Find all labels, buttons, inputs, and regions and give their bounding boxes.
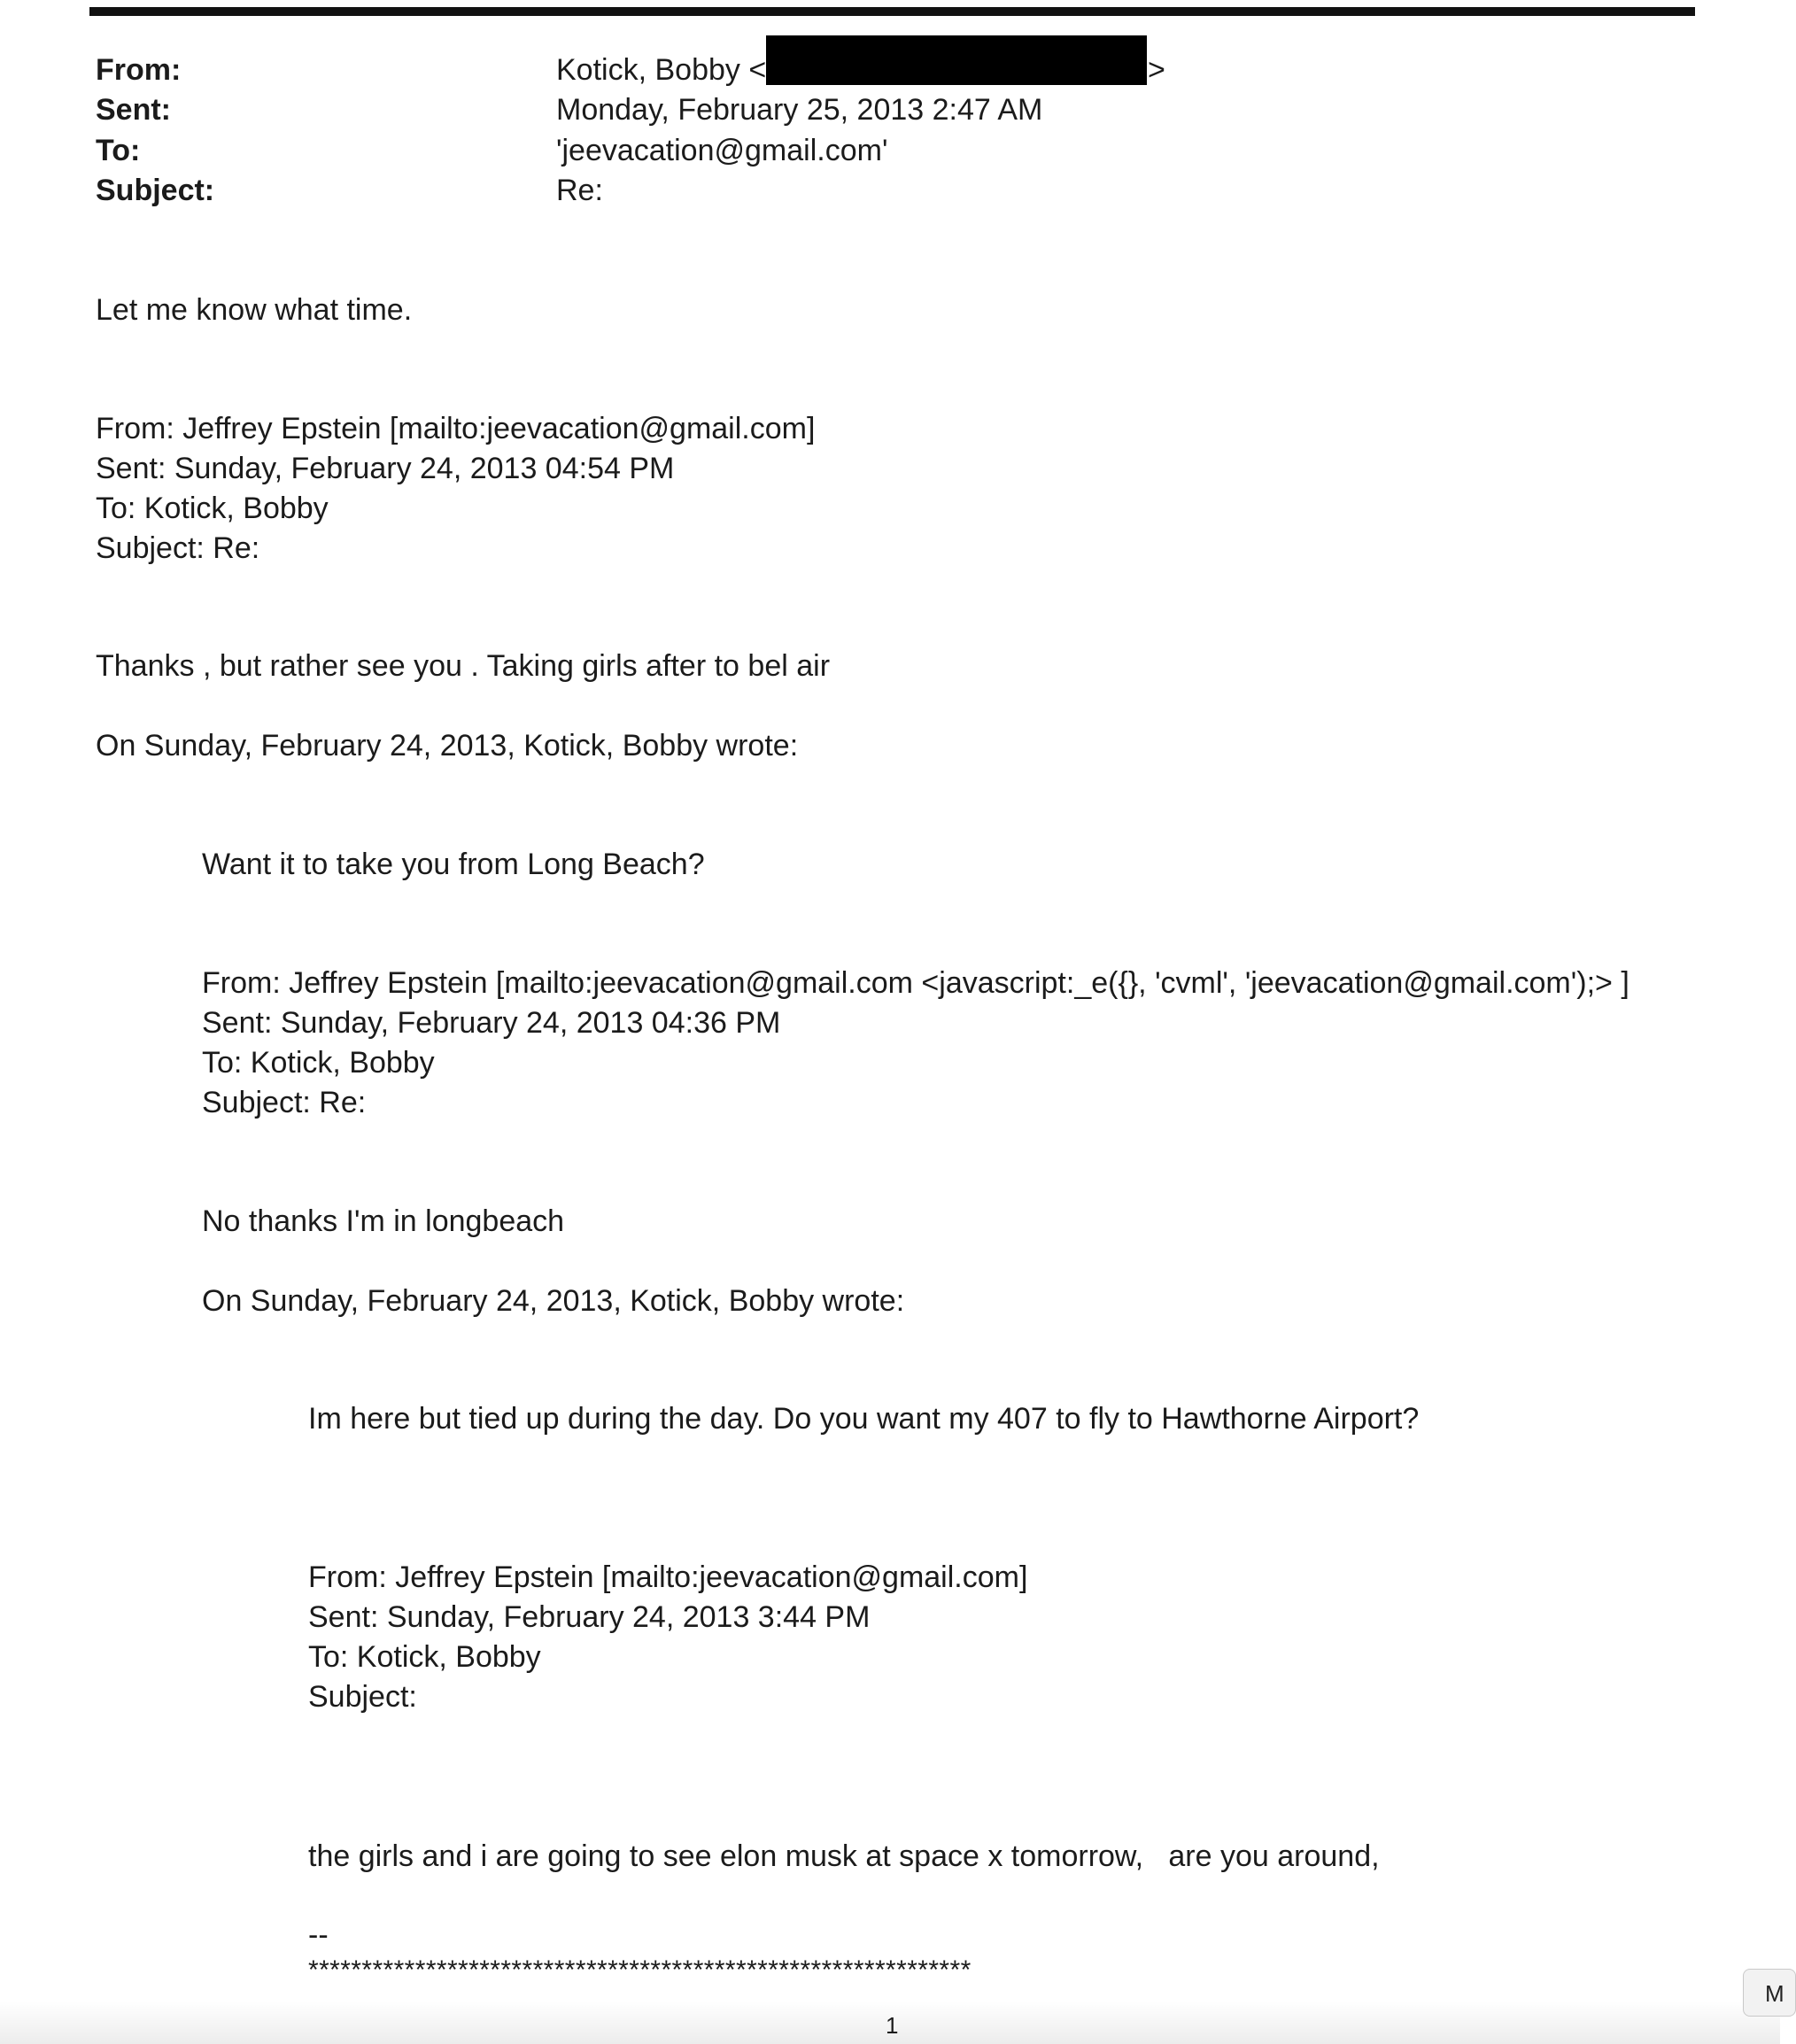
quote1-from: From: Jeffrey Epstein [mailto:jeevacation@gmail.com] bbox=[96, 412, 816, 445]
quote1-body: Thanks , but rather see you . Taking girls after to bel air bbox=[96, 649, 831, 683]
quote2-subject: Subject: Re: bbox=[202, 1086, 367, 1119]
quote3-message: the girls and i are going to see elon musk at space x tomorrow, are you around, bbox=[308, 1839, 1380, 1873]
quote3-body: Im here but tied up during the day. Do you want my 407 to fly to Hawthorne Airport? bbox=[308, 1402, 1420, 1436]
quote2-to: To: Kotick, Bobby bbox=[202, 1046, 435, 1080]
from-value-close: > bbox=[1148, 53, 1165, 87]
top-rule bbox=[89, 7, 1695, 16]
quote3-subject: Subject: bbox=[308, 1680, 417, 1714]
sent-label: Sent: bbox=[96, 93, 171, 127]
signature-stars: ************************************************************** bbox=[308, 1955, 972, 1985]
side-tab-button[interactable]: M bbox=[1743, 1969, 1796, 2017]
to-label: To: bbox=[96, 134, 141, 167]
message-body: Let me know what time. bbox=[96, 293, 413, 327]
quote2-reply: No thanks I'm in longbeach bbox=[202, 1204, 565, 1238]
subject-value: Re: bbox=[556, 174, 603, 207]
sent-value: Monday, February 25, 2013 2:47 AM bbox=[556, 93, 1043, 127]
to-value: 'jeevacation@gmail.com' bbox=[556, 134, 888, 167]
quote2-sent: Sent: Sunday, February 24, 2013 04:36 PM bbox=[202, 1006, 781, 1040]
quote3-to: To: Kotick, Bobby bbox=[308, 1640, 541, 1674]
signature-dashes: -- bbox=[308, 1918, 329, 1952]
quote1-subject: Subject: Re: bbox=[96, 531, 260, 565]
quote1-to: To: Kotick, Bobby bbox=[96, 492, 329, 525]
quote1-sent: Sent: Sunday, February 24, 2013 04:54 PM bbox=[96, 452, 675, 485]
from-label: From: bbox=[96, 53, 182, 87]
quote3-from: From: Jeffrey Epstein [mailto:jeevacation@gmail.com] bbox=[308, 1560, 1028, 1594]
page-number: 1 bbox=[886, 2012, 899, 2039]
quote2-body: Want it to take you from Long Beach? bbox=[202, 848, 705, 881]
redaction-box bbox=[766, 35, 1147, 85]
from-value: Kotick, Bobby < bbox=[556, 53, 767, 87]
subject-label: Subject: bbox=[96, 174, 215, 207]
quote2-from: From: Jeffrey Epstein [mailto:jeevacation@gmail.com <javascript:_e({}, 'cvml', 'jeevacation@gmail.com');> ] bbox=[202, 966, 1630, 1000]
quote2-wrote: On Sunday, February 24, 2013, Kotick, Bobby wrote: bbox=[202, 1284, 905, 1318]
quote3-sent: Sent: Sunday, February 24, 2013 3:44 PM bbox=[308, 1600, 871, 1634]
quote1-wrote: On Sunday, February 24, 2013, Kotick, Bobby wrote: bbox=[96, 729, 799, 763]
